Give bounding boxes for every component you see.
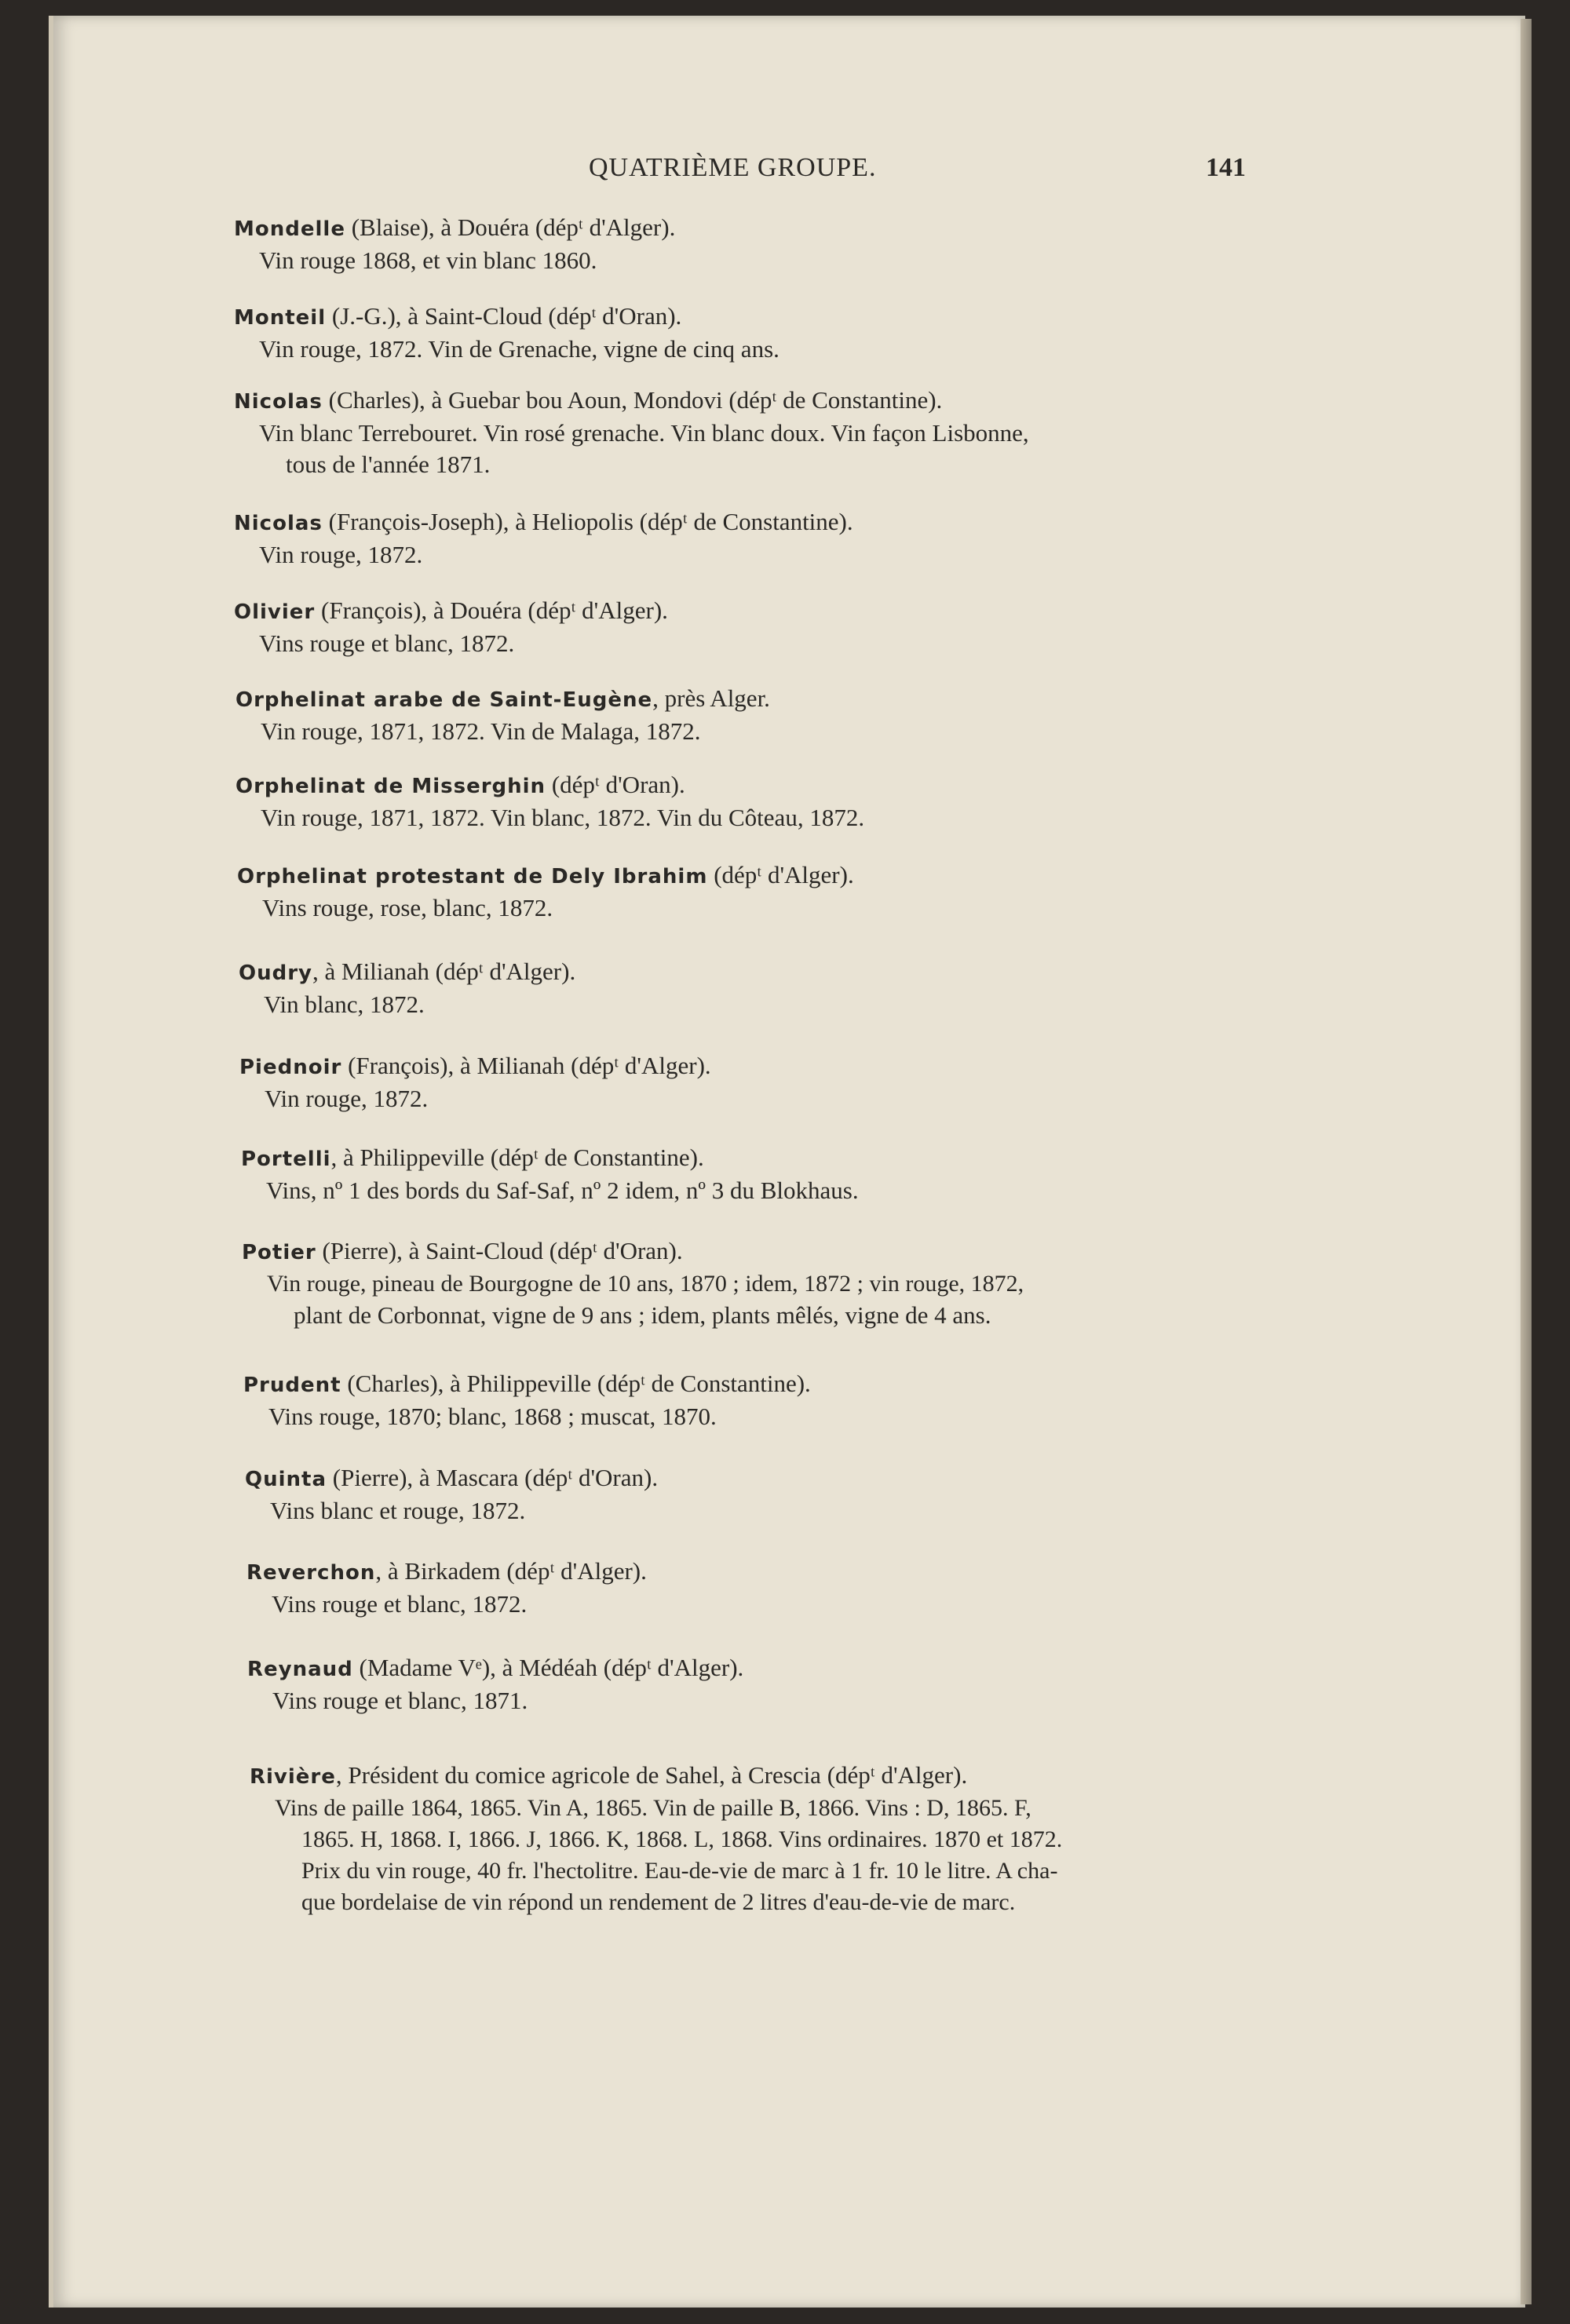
entry-detail: Vins rouge, 1870; blanc, 1868 ; muscat, 1870. <box>268 1403 717 1430</box>
entry-detail: que bordelaise de vin répond un rendement de 2 litres d'eau-de-vie de marc. <box>301 1889 1016 1915</box>
entry-name: Prudent <box>243 1374 341 1397</box>
entry-name: Quinta <box>245 1468 327 1491</box>
entry-location: (Madame Vᵉ), à Médéah (dépᵗ d'Alger). <box>352 1654 744 1681</box>
entry-detail: Vin rouge, 1871, 1872. Vin blanc, 1872. Vin du Côteau, 1872. <box>261 804 865 831</box>
entry-name: Oudry <box>239 961 312 985</box>
entry-name: Reverchon <box>246 1561 376 1585</box>
entry-detail: Vin rouge, 1872. Vin de Grenache, vigne de cinq ans. <box>259 335 780 363</box>
entry-detail: Vin rouge, 1872. <box>265 1085 429 1112</box>
entry-name: Nicolas <box>234 390 323 414</box>
entry-name: Orphelinat de Misserghin <box>236 775 546 798</box>
list-entry <box>243 1368 811 1432</box>
entry-detail: Prix du vin rouge, 40 fr. l'hectolitre. Eau-de-vie de marc à 1 fr. 10 le litre. A cha- <box>301 1858 1058 1884</box>
entry-name: Nicolas <box>234 512 323 535</box>
entry-detail: Vin rouge 1868, et vin blanc 1860. <box>259 246 597 274</box>
list-entry <box>245 1462 658 1527</box>
list-entry <box>237 859 854 924</box>
entry-name: Olivier <box>234 600 316 624</box>
list-entry <box>234 506 853 571</box>
entry-detail: plant de Corbonnat, vigne de 9 ans ; idem, plants mêlés, vigne de 4 ans. <box>294 1301 991 1329</box>
entry-detail: Vins de paille 1864, 1865. Vin A, 1865. Vin de paille B, 1866. Vins : D, 1865. F, <box>275 1795 1031 1821</box>
entry-location: , à Milianah (dépᵗ d'Alger). <box>312 958 576 985</box>
list-entry <box>239 956 575 1020</box>
entry-location: , à Philippeville (dépᵗ de Constantine). <box>330 1144 704 1171</box>
list-entry <box>234 595 668 659</box>
section-title: QUATRIÈME GROUPE. <box>589 153 877 182</box>
entry-name: Reynaud <box>247 1658 353 1681</box>
entry-name: Orphelinat arabe de Saint-Eugène <box>236 688 653 712</box>
entry-name: Monteil <box>234 306 327 330</box>
entry-location: (Charles), à Philippeville (dépᵗ de Constantine). <box>341 1370 811 1397</box>
entry-location: (dépᵗ d'Alger). <box>707 861 854 888</box>
list-entry <box>247 1652 743 1717</box>
entry-location: (François), à Milianah (dépᵗ d'Alger). <box>341 1052 711 1079</box>
running-head <box>0 153 1570 184</box>
entry-location: , Président du comice agricole de Sahel, à Crescia (dépᵗ d'Alger). <box>335 1761 968 1789</box>
entry-detail: 1865. H, 1868. I, 1866. J, 1866. K, 1868. L, 1868. Vins ordinaires. 1870 et 1872. <box>301 1826 1063 1852</box>
page-number: 141 <box>1206 153 1246 182</box>
entry-detail: Vin rouge, 1871, 1872. Vin de Malaga, 1872. <box>261 717 701 745</box>
entry-detail: Vins rouge et blanc, 1872. <box>272 1590 528 1618</box>
entry-detail: Vin blanc, 1872. <box>264 991 425 1018</box>
entry-location: (dépᵗ d'Oran). <box>546 771 685 798</box>
list-entry <box>234 301 780 365</box>
entry-name: Rivière <box>250 1765 336 1789</box>
page-edge <box>1521 19 1532 2304</box>
entry-detail: Vins, nº 1 des bords du Saf-Saf, nº 2 idem, nº 3 du Blokhaus. <box>266 1177 859 1204</box>
entry-detail: tous de l'année 1871. <box>286 451 491 478</box>
list-entry <box>241 1142 859 1206</box>
entry-name: Portelli <box>241 1147 331 1171</box>
entry-name: Orphelinat protestant de Dely Ibrahim <box>237 865 708 888</box>
entry-name: Piednoir <box>239 1056 342 1079</box>
list-entry <box>234 385 1029 480</box>
entry-detail: Vin rouge, 1872. <box>259 541 423 568</box>
list-entry <box>236 683 770 747</box>
entry-detail: Vins rouge, rose, blanc, 1872. <box>262 894 553 921</box>
list-entry <box>234 212 675 276</box>
list-entry <box>250 1760 1062 1918</box>
list-entry <box>236 769 864 834</box>
entry-name: Potier <box>242 1241 316 1264</box>
list-entry <box>239 1050 711 1115</box>
entry-name: Mondelle <box>234 217 345 241</box>
entry-detail: Vins blanc et rouge, 1872. <box>270 1497 526 1524</box>
entry-location: , à Birkadem (dépᵗ d'Alger). <box>375 1557 647 1585</box>
entry-detail: Vin rouge, pineau de Bourgogne de 10 ans, 1870 ; idem, 1872 ; vin rouge, 1872, <box>267 1271 1024 1297</box>
entry-location: , près Alger. <box>652 684 770 712</box>
entry-location: (J.-G.), à Saint-Cloud (dépᵗ d'Oran). <box>326 302 682 330</box>
entry-detail: Vin blanc Terrebouret. Vin rosé grenache. Vin blanc doux. Vin façon Lisbonne, <box>259 419 1029 447</box>
entry-detail: Vins rouge et blanc, 1871. <box>272 1687 528 1714</box>
entry-location: (Pierre), à Saint-Cloud (dépᵗ d'Oran). <box>316 1237 683 1264</box>
entry-location: (François), à Douéra (dépᵗ d'Alger). <box>315 597 668 624</box>
entry-location: (Charles), à Guebar bou Aoun, Mondovi (dépᵗ de Constantine). <box>322 386 943 414</box>
list-entry <box>242 1235 1024 1331</box>
entry-location: (François-Joseph), à Heliopolis (dépᵗ de Constantine). <box>322 508 853 535</box>
entry-detail: Vins rouge et blanc, 1872. <box>259 629 515 657</box>
entry-location: (Blaise), à Douéra (dépᵗ d'Alger). <box>345 213 676 241</box>
list-entry <box>246 1556 647 1620</box>
entry-location: (Pierre), à Mascara (dépᵗ d'Oran). <box>327 1464 659 1491</box>
